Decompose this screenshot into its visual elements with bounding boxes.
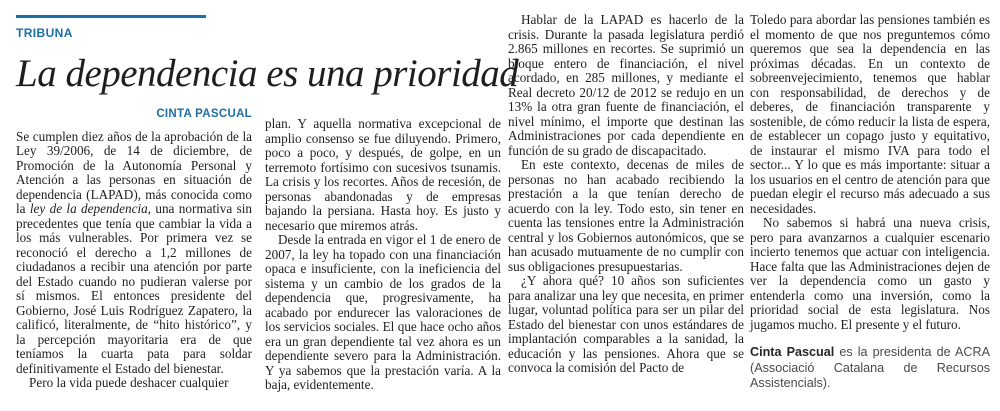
author-byline: CINTA PASCUAL: [156, 108, 252, 120]
article-column-3: [508, 13, 744, 376]
paragraph-text: Se cumplen diez años de la aprobación de la Ley 39/2006, de 14 de diciembre, de Promoción de la Autonomía Personal y Atención a las personas en situación de dependencia (LAPAD), más conocida como la: [16, 128, 252, 216]
paragraph-text: , una normativa sin precedentes que tenía que cambiar la vida a los más vulnerables. Por primera vez se reconoció el derecho a 1,2 millones de ciudadanos a recibir una atención por parte del Estado cuando no pudieran valerse por sí mismos. El entonces presidente del Gobierno, José Luis Rodríguez Zapatero, la calificó, literalmente, de “hito histórico”, y la percepción mayoritaria era de que teníamos la cuarta pata para soldar definitivamente el Estado del bienestar.: [16, 201, 252, 376]
article-paragraph: Toledo para abordar las pensiones también es el momento de que nos preguntemos cómo queremos que sea la dependencia en las próximas décadas. En un contexto de sobreenvejecimiento, tenemos que hablar con responsabilidad, de derechos y de deberes, de financiación transparente y sostenible, de cómo reducir la lista de espera, de establecer un copago justo y equitativo, de instaurar el mismo IVA para todo el sector... Y lo que es más importante: situar a los usuarios en el centro de atención para que puedan elegir el recurso más adecuado a sus necesidades.: [750, 12, 990, 216]
article-paragraph: plan. Y aquella normativa excepcional de amplio consenso se fue diluyendo. Primero, poco a poco, y después, de golpe, en un terremoto fortísimo con sucesivos tsunamis. La crisis y los recortes. Años de recesión, de personas abandonadas y de empresas bajando la persiana. Hasta hoy. Es justo y necesario que miremos atrás.: [265, 116, 501, 233]
article-header: [16, 15, 519, 96]
author-bio-text: es la presidenta de ACRA (Associació Catalana de Recursos Assistencials).: [750, 345, 991, 390]
article-paragraph: Desde la entrada en vigor el 1 de enero de 2007, la ley ha topado con una financiación opaca e insuficiente, con la ineficiencia del sistema y un cambio de los grados de la dependencia que, progresivamente, ha acabado por endurecer las valoraciones de los servicios sociales. El que hace ocho años era un gran dependiente tal vez ahora es un dependiente severo para la Administración. Y ya sabemos que la prestación varía. A la baja, evidentemente.: [265, 232, 501, 392]
article-paragraph: Pero la vida puede deshacer cualquier: [29, 375, 229, 390]
article-column-1: [16, 107, 252, 391]
article-paragraph: En este contexto, decenas de miles de personas no han acabado recibiendo la prestación a la que tenían derecho de acuerdo con la ley. Todo esto, sin tener en cuenta las tensiones entre la Administración central y los Gobiernos autonómicos, que se han acusado mutuamente de no cumplir con sus obligaciones presupuestarias.: [508, 157, 744, 274]
author-bio: [750, 345, 990, 392]
section-label: TRIBUNA: [16, 26, 73, 40]
italic-phrase: ley de la dependencia: [29, 201, 148, 216]
article-column-2: [265, 117, 501, 393]
section-rule: [16, 15, 206, 18]
author-name: Cinta Pascual: [750, 345, 835, 359]
article-paragraph: No sabemos si habrá una nueva crisis, pero para avanzarnos a cualquier escenario incierto tenemos que actuar con inteligencia. Hace falta que las Administraciones dejen de ver la dependencia como un gasto y entenderla como una inversión, como la prioridad social de esta legislatura. Nos jugamos mucho. El presente y el futuro.: [750, 215, 990, 332]
article-title: La dependencia es una prioridad: [16, 52, 519, 95]
article-column-4: [750, 13, 990, 392]
article-paragraph: ¿Y ahora qué? 10 años son suficientes para analizar una ley que necesita, en primer lugar, voluntad política para ser un pilar del Estado del bienestar con unos estándares de implantación comparables a la sanidad, la educación y las pensiones. Ahora que se convoca la comisión del Pacto de: [508, 273, 744, 375]
article-paragraph: Hablar de la LAPAD es hacerlo de la crisis. Durante la pasada legislatura perdió 2.865 millones en recortes. Se suprimió un bloque entero de financiación, el nivel acordado, en 285 millones, y mediante el Real decreto 20/12 de 2012 se redujo en un 13% la otra gran fuente de financiación, el nivel mínimo, el importe que destinan las Administraciones por cada dependiente en función de su grado de discapacitado.: [508, 12, 744, 158]
article-paragraph: [16, 130, 252, 377]
